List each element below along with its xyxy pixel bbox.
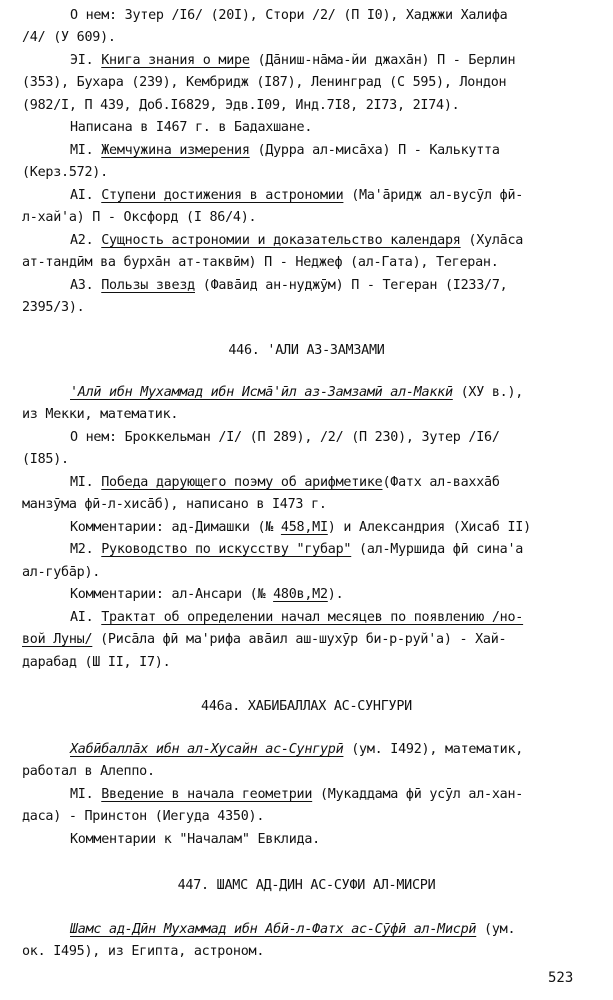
section-heading: 446. 'АЛИ АЗ-ЗАМЗАМИ <box>228 343 385 358</box>
author-line: Хабӣбаллāх ибн ал-Хусайн ас-Сунгурӣ (ум. I492), математик, <box>70 742 524 757</box>
work-title: Ступени достижения в астрономии <box>101 188 344 203</box>
work-title: Книга знания о мире <box>101 53 250 68</box>
author-line: Шамс ад-Дӣн Мухаммад ибн Абӣ-л-Фатх ас-Сӯфӣ ал-Мисрӣ (ум. <box>70 922 516 937</box>
entry-a3: А3. Пользы звезд (Фавāид ан-нуджӯм) П - Тегеран (I233/7, <box>70 278 508 293</box>
text-line: даса) - Принстон (Иегуда 4350). <box>22 809 265 824</box>
commentary-line: Комментарии: ал-Ансари (№ 480в,М2). <box>70 587 344 602</box>
text-line: 2395/3). <box>22 300 85 315</box>
work-title: Руководство по искусству "губар" <box>101 542 352 557</box>
text-line: дарабад (Ш II, I7). <box>22 655 171 670</box>
author-name: Шамс ад-Дӣн Мухаммад ибн Абӣ-л-Фатх ас-Сӯфӣ ал-Мисрӣ <box>70 922 477 937</box>
author-name: 'Алӣ ибн Мухаммад ибн Исмā'ӣл аз-Замзамӣ ал-Маккӣ <box>70 385 453 400</box>
text-line: ат-тандӣм ва бурхāн ат-таквӣм) П - Неджеф (ал-Гата), Тегеран. <box>22 255 499 270</box>
text-line: (353), Бухара (239), Кембридж (I87), Ленинград (С 595), Лондон <box>22 75 507 90</box>
work-title: Пользы звезд <box>101 278 195 293</box>
text-line: манзӯма фӣ-л-хисāб), написано в I473 г. <box>22 497 327 512</box>
text-line: (I85). <box>22 452 69 467</box>
entry-a1: AI. Трактат об определении начал месяцев по появлению /но- <box>70 610 524 625</box>
work-title: вой Луны/ <box>22 632 93 647</box>
work-title: Сущность астрономии и доказательство календаря <box>101 233 461 248</box>
text-line: из Мекки, математик. <box>22 407 179 422</box>
entry-e91: ЭI. Книга знания о мире (Дāниш-нāма-йи джахāн) П - Берлин <box>70 53 516 68</box>
text-line: /4/ (У 609). <box>22 30 116 45</box>
entry-a1: AI. Ступени достижения в астрономии (Ма'āридж ал-вусӯл фӣ- <box>70 188 524 203</box>
section-heading: 447. ШАМС АД-ДИН АС-СУФИ АЛ-МИСРИ <box>177 878 436 893</box>
text-line: вой Луны/ (Рисāла фӣ ма'рифа авāил аш-шухӯр би-р-руй'а) - Хай- <box>22 632 507 647</box>
entry-a2: А2. Сущность астрономии и доказательство календаря (Хулāса <box>70 233 524 248</box>
text-line: работал в Алеппо. <box>22 764 155 779</box>
text-line: ок. I495), из Египта, астроном. <box>22 944 265 959</box>
entry-m1: МI. Введение в начала геометрии (Мукаддама фӣ усӯл ал-хан- <box>70 787 524 802</box>
entry-m1: МI. Победа дарующего поэму об арифметике(Фатх ал-ваххāб <box>70 475 500 490</box>
text-line: (982/I, П 439, Доб.I6829, Эдв.I09, Инд.7I8, 2I73, 2I74). <box>22 98 460 113</box>
cross-reference: 480в,М2 <box>273 587 328 602</box>
work-title: Жемчужина измерения <box>101 143 250 158</box>
work-title: Трактат об определении начал месяцев по появлению /но- <box>101 610 524 625</box>
commentary-line: Комментарии к "Началам" Евклида. <box>70 832 320 847</box>
text-line: Написана в I467 г. в Бадахшане. <box>70 120 313 135</box>
entry-m1: МI. Жемчужина измерения (Дурра ал-мисāха) П - Калькутта <box>70 143 500 158</box>
work-title: Победа дарующего поэму об арифметике <box>101 475 383 490</box>
commentary-line: Комментарии: ад-Димашки (№ 458,МI) и Александрия (Хисаб II) <box>70 520 531 535</box>
text-line: (Керз.572). <box>22 165 108 180</box>
entry-m2: М2. Руководство по искусству "губар" (ал-Муршида фӣ сина'а <box>70 542 524 557</box>
section-heading: 446а. ХАБИБАЛЛАХ АС-СУНГУРИ <box>201 699 412 714</box>
text-line: О нем: Зутер /I6/ (20I), Стори /2/ (П I0), Хаджжи Халифа <box>70 8 508 23</box>
author-name: Хабӣбаллāх ибн ал-Хусайн ас-Сунгурӣ <box>70 742 344 757</box>
page-number: 523 <box>548 970 574 986</box>
work-title: Введение в начала геометрии <box>101 787 313 802</box>
text-line: О нем: Броккельман /I/ (П 289), /2/ (П 230), Зутер /I6/ <box>70 430 500 445</box>
text-line: л-хай'а) П - Оксфорд (I 86/4). <box>22 210 257 225</box>
cross-reference: 458,МI <box>280 520 328 535</box>
author-line: 'Алӣ ибн Мухаммад ибн Исмā'ӣл аз-Замзамӣ ал-Маккӣ (ХУ в.), <box>70 385 524 400</box>
text-line: ал-губāр). <box>22 565 101 580</box>
